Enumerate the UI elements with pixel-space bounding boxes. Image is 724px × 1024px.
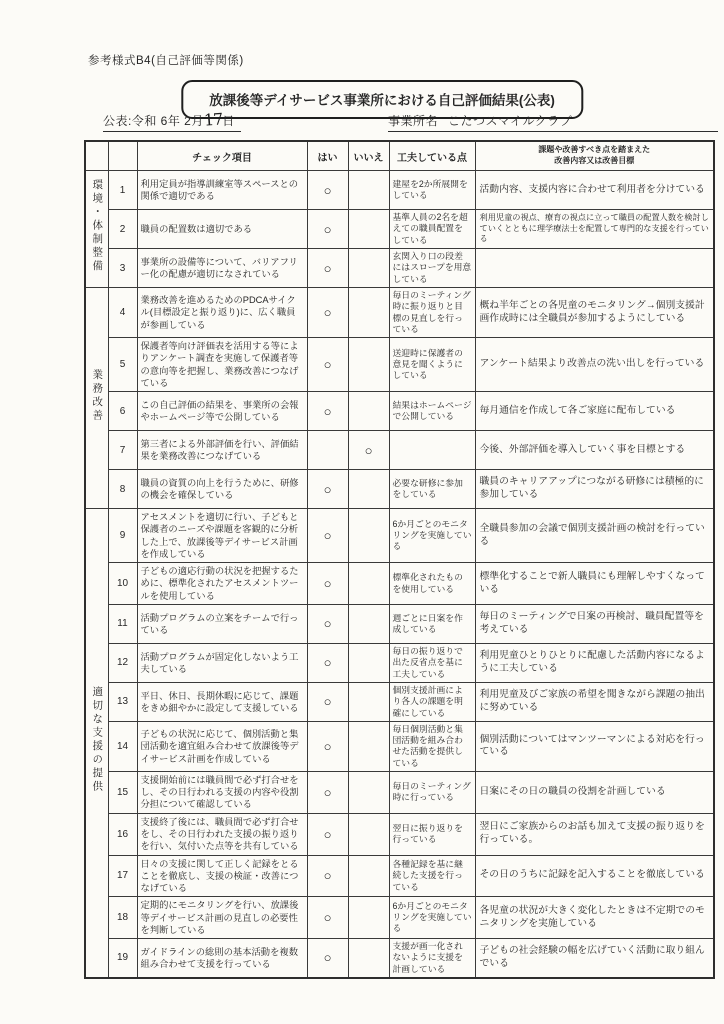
yes-mark: ○ [307, 288, 348, 338]
check-item-text: 職員の配置数は適切である [137, 210, 307, 249]
table-row [85, 210, 714, 249]
improvement-text [475, 249, 714, 288]
self-evaluation-table [84, 140, 715, 979]
improvement-text: 今後、外部評価を導入していく事を目標とする [475, 431, 714, 470]
no-mark: ○ [348, 431, 389, 470]
improvement-text: 各児童の状況が大きく変化したときは不定期でのモニタリングを実施している [475, 897, 714, 939]
yes-mark: ○ [307, 392, 348, 431]
improvement-text: 毎月通信を作成して各ご家庭に配布している [475, 392, 714, 431]
device-text: 個別支援計画により各人の課題を明確にしている [389, 682, 475, 721]
no-mark [348, 288, 389, 338]
improvement-text: 翌日にご家族からのお話も加えて支援の振り返りを行っている。 [475, 813, 714, 855]
device-text: 支援が画一化されないように支援を計画している [389, 939, 475, 978]
yes-mark: ○ [307, 813, 348, 855]
row-number: 15 [108, 771, 137, 813]
category-vertical-text: 環境・体制整備 [91, 179, 104, 274]
row-number: 19 [108, 939, 137, 978]
device-text: 標準化されたものを使用している [389, 563, 475, 605]
improvement-text: その日のうちに記録を記入することを徹底している [475, 855, 714, 897]
check-item-text: 事業所の設備等について、バリアフリー化の配慮が適切になされている [137, 249, 307, 288]
no-mark [348, 604, 389, 643]
device-text [389, 431, 475, 470]
table-row [85, 171, 714, 210]
check-item-text: 日々の支援に関して正しく記録をとることを徹底し、支援の検証・改善につなげている [137, 855, 307, 897]
table-row [85, 771, 714, 813]
table-row [85, 855, 714, 897]
device-text: 毎日の振り返りで出た反省点を基に工夫している [389, 643, 475, 682]
row-number: 17 [108, 855, 137, 897]
device-text: 結果はホームページで公開している [389, 392, 475, 431]
table-row [85, 813, 714, 855]
header-category-blank [85, 141, 108, 171]
publish-date [103, 109, 241, 132]
check-item-text: 業務改善を進めるためのPDCAサイクル(目標設定と振り返り)に、広く職員が参画している [137, 288, 307, 338]
yes-mark: ○ [307, 563, 348, 605]
row-number: 11 [108, 604, 137, 643]
check-item-text: 平日、休日、長期休暇に応じて、課題をきめ細やかに設定して支援している [137, 682, 307, 721]
table-row [85, 604, 714, 643]
publish-date-suffix: 日 [222, 114, 235, 128]
yes-mark: ○ [307, 643, 348, 682]
device-text: 毎日個別活動と集団活動を組み合わせた活動を提供している [389, 721, 475, 771]
improvement-text: 日案にその日の職員の役割を計画している [475, 771, 714, 813]
table-row [85, 897, 714, 939]
check-item-text: 利用定員が指導訓練室等スペースとの関係で適切である [137, 171, 307, 210]
yes-mark: ○ [307, 604, 348, 643]
table-row [85, 288, 714, 338]
header-no: いいえ [348, 141, 389, 171]
device-text: 基準人員の2名を超えての職員配置をしている [389, 210, 475, 249]
check-item-text: 定期的にモニタリングを行い、放課後等デイサービス計画の見直しの必要性を判断している [137, 897, 307, 939]
check-item-text: 活動プログラムの立案をチームで行っている [137, 604, 307, 643]
no-mark [348, 171, 389, 210]
yes-mark: ○ [307, 470, 348, 509]
improvement-text: 個別活動についてはマンツーマンによる対応を行っている [475, 721, 714, 771]
table-row [85, 643, 714, 682]
row-number: 7 [108, 431, 137, 470]
no-mark [348, 771, 389, 813]
row-number: 2 [108, 210, 137, 249]
no-mark [348, 392, 389, 431]
header-check-item: チェック項目 [137, 141, 307, 171]
no-mark [348, 939, 389, 978]
check-item-text: ガイドラインの総則の基本活動を複数組み合わせて支援を行っている [137, 939, 307, 978]
check-item-text: 職員の資質の向上を行うために、研修の機会を確保している [137, 470, 307, 509]
no-mark [348, 470, 389, 509]
row-number: 18 [108, 897, 137, 939]
check-item-text: 子どもの状況に応じて、個別活動と集団活動を適宜組み合わせて放課後等デイサービス計画を作成している [137, 721, 307, 771]
improvement-text: 利用児童の視点、療育の視点に立って職員の配置人数を検討していくとともに理学療法士を配置して専門的な支援を行っている [475, 210, 714, 249]
row-number: 16 [108, 813, 137, 855]
improvement-text: 利用児童及びご家族の希望を聞きながら課題の抽出に努めている [475, 682, 714, 721]
office-label: 事業所名 [388, 114, 439, 128]
no-mark [348, 897, 389, 939]
header-improvement [475, 141, 714, 171]
device-text: 6か月ごとのモニタリングを実施している [389, 897, 475, 939]
yes-mark: ○ [307, 509, 348, 563]
row-number: 13 [108, 682, 137, 721]
improvement-text: 利用児童ひとりひとりに配慮した活動内容になるように工夫している [475, 643, 714, 682]
header-improvement-line1: 課題や改善すべき点を踏まえた [538, 145, 651, 155]
office-name: こたつスマイルクラブ [448, 114, 573, 128]
check-item-text: 保護者等向け評価表を活用する等によりアンケート調査を実施して保護者等の意向等を把握し、業務改善につなげている [137, 338, 307, 392]
yes-mark: ○ [307, 682, 348, 721]
no-mark [348, 682, 389, 721]
yes-mark: ○ [307, 771, 348, 813]
check-item-text: 支援開始前には職員間で必ず打合せをし、その日行われる支援の内容や役割分担について確認している [137, 771, 307, 813]
row-number: 8 [108, 470, 137, 509]
no-mark [348, 643, 389, 682]
improvement-text: 標準化することで新人職員にも理解しやすくなっている [475, 563, 714, 605]
device-text: 建屋を2か所展開をしている [389, 171, 475, 210]
check-item-text: アセスメントを適切に行い、子どもと保護者のニーズや課題を客観的に分析した上で、放課後等デイサービス計画を作成している [137, 509, 307, 563]
check-item-text: 支援終了後には、職員間で必ず打合せをし、その日行われた支援の振り返りを行い、気付いた点等を共有している [137, 813, 307, 855]
category-label [85, 171, 108, 288]
category-vertical-text: 業務改善 [91, 368, 104, 423]
header-improvement-line2: 改善内容又は改善目標 [554, 156, 635, 165]
table-header-row [85, 141, 714, 171]
table-row [85, 392, 714, 431]
yes-mark: ○ [307, 897, 348, 939]
no-mark [348, 721, 389, 771]
header-yes: はい [307, 141, 348, 171]
no-mark [348, 563, 389, 605]
row-number: 14 [108, 721, 137, 771]
table-row [85, 721, 714, 771]
improvement-text: 職員のキャリアアップにつながる研修には積極的に参加している [475, 470, 714, 509]
yes-mark [307, 431, 348, 470]
row-number: 4 [108, 288, 137, 338]
no-mark [348, 210, 389, 249]
row-number: 6 [108, 392, 137, 431]
improvement-text: 毎日のミーティングで日案の再検討、職員配置等を考えている [475, 604, 714, 643]
header-number-blank [108, 141, 137, 171]
yes-mark: ○ [307, 249, 348, 288]
office-name-line [388, 112, 718, 132]
row-number: 3 [108, 249, 137, 288]
improvement-text: アンケート結果より改善点の洗い出しを行っている [475, 338, 714, 392]
improvement-text: 子どもの社会経験の幅を広げていく活動に取り組んでいる [475, 939, 714, 978]
improvement-text: 概ね半年ごとの各児童のモニタリング→個別支援計画作成時には全職員が参加するようにしている [475, 288, 714, 338]
device-text: 送迎時に保護者の意見を聞くようにしている [389, 338, 475, 392]
check-item-text: 子どもの適応行動の状況を把握するために、標準化されたアセスメントツールを使用している [137, 563, 307, 605]
table-row [85, 249, 714, 288]
no-mark [348, 813, 389, 855]
yes-mark: ○ [307, 171, 348, 210]
category-label [85, 509, 108, 978]
category-vertical-text: 適切な支援の提供 [91, 686, 104, 795]
table-row [85, 338, 714, 392]
table-body [85, 171, 714, 978]
device-text: 玄関入り口の段差にはスロープを用意している [389, 249, 475, 288]
table-row [85, 470, 714, 509]
row-number: 9 [108, 509, 137, 563]
no-mark [348, 855, 389, 897]
no-mark [348, 338, 389, 392]
row-number: 5 [108, 338, 137, 392]
improvement-text: 全職員参加の会議で個別支援計画の検討を行っている [475, 509, 714, 563]
row-number: 12 [108, 643, 137, 682]
check-item-text: この自己評価の結果を、事業所の会報やホームページ等で公開している [137, 392, 307, 431]
form-reference-label: 参考様式B4(自己評価等関係) [88, 55, 244, 67]
table-row [85, 563, 714, 605]
no-mark [348, 509, 389, 563]
publish-day-handwritten: 17 [203, 109, 223, 130]
yes-mark: ○ [307, 721, 348, 771]
row-number: 10 [108, 563, 137, 605]
header-device: 工夫している点 [389, 141, 475, 171]
table-row [85, 682, 714, 721]
device-text: 必要な研修に参加をしている [389, 470, 475, 509]
document-title: 放課後等デイサービス事業所における自己評価結果(公表) [209, 93, 555, 108]
row-number: 1 [108, 171, 137, 210]
table-row [85, 509, 714, 563]
yes-mark: ○ [307, 210, 348, 249]
yes-mark: ○ [307, 338, 348, 392]
check-item-text: 活動プログラムが固定化しないよう工夫している [137, 643, 307, 682]
device-text: 週ごとに日案を作成している [389, 604, 475, 643]
device-text: 毎日のミーティング時に行っている [389, 771, 475, 813]
no-mark [348, 249, 389, 288]
device-text: 6か月ごとのモニタリングを実施している [389, 509, 475, 563]
table-row [85, 939, 714, 978]
device-text: 各種記録を基に継続した支援を行っている [389, 855, 475, 897]
category-label [85, 288, 108, 509]
check-item-text: 第三者による外部評価を行い、評価結果を業務改善につなげている [137, 431, 307, 470]
device-text: 毎日のミーティング時に振り返りと目標の見直しを行っている [389, 288, 475, 338]
improvement-text: 活動内容、支援内容に合わせて利用者を分けている [475, 171, 714, 210]
yes-mark: ○ [307, 939, 348, 978]
table-row [85, 431, 714, 470]
device-text: 翌日に振り返りを行っている [389, 813, 475, 855]
yes-mark: ○ [307, 855, 348, 897]
publish-date-prefix: 公表:令和 6年 2月 [103, 114, 204, 128]
